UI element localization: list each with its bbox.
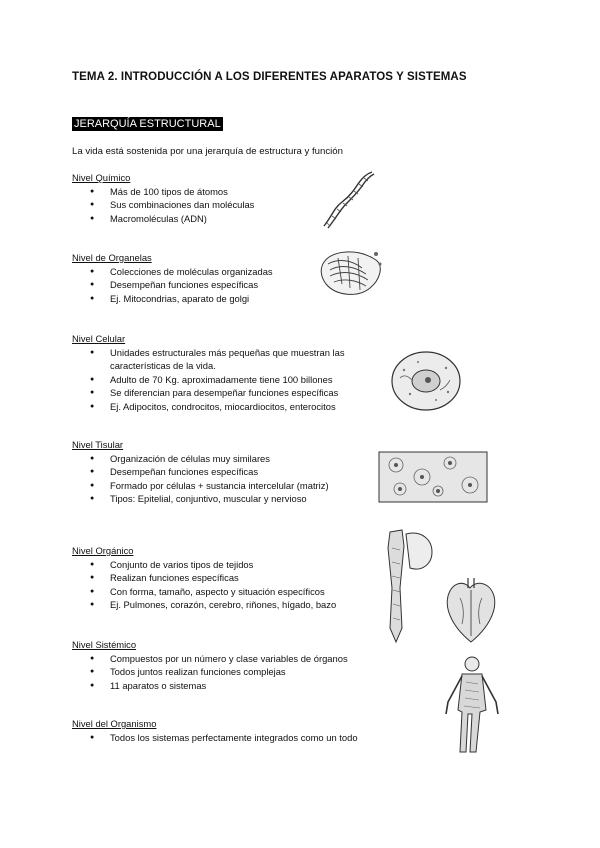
- list-item: ● Compuestos por un número y clase variables de órganos: [72, 652, 372, 665]
- list-item: ● Se diferencian para desempeñar funciones específicas: [72, 386, 372, 399]
- section-nivel-organico: [72, 545, 372, 612]
- list-item: ● Unidades estructurales más pequeñas que muestran las características de la vida.: [72, 346, 372, 373]
- list-item: ● Todos los sistemas perfectamente integrados como un todo: [72, 731, 372, 744]
- mitochondria-illustration: [318, 244, 386, 302]
- muscle-organ-illustration: [382, 528, 436, 644]
- list-item: ● Adulto de 70 Kg. aproximadamente tiene 100 billones: [72, 373, 372, 386]
- section-heading: Nivel Químico: [72, 172, 131, 183]
- human-body-illustration: [440, 654, 504, 756]
- list-item: ● Conjunto de varios tipos de tejidos: [72, 558, 372, 571]
- list-item: ● Ej. Pulmones, corazón, cerebro, riñones, hígado, bazo: [72, 598, 372, 611]
- list-item: ● Formado por células + sustancia intercelular (matriz): [72, 479, 372, 492]
- list-item: ● Realizan funciones específicas: [72, 571, 372, 584]
- list-item: ● Más de 100 tipos de átomos: [72, 185, 372, 198]
- list-item: ● Desempeñan funciones específicas: [72, 465, 372, 478]
- cell-illustration: [388, 348, 464, 414]
- heart-lungs-illustration: [442, 576, 500, 646]
- document-title: TEMA 2. INTRODUCCIÓN A LOS DIFERENTES APARATOS Y SISTEMAS: [72, 71, 467, 83]
- list-item: ● Ej. Adipocitos, condrocitos, miocardiocitos, enterocitos: [72, 400, 372, 413]
- list-item: ● Desempeñan funciones específicas: [72, 278, 372, 291]
- list-item: ● 11 aparatos o sistemas: [72, 679, 372, 692]
- tissue-illustration: [378, 451, 488, 503]
- dna-helix-illustration: [318, 168, 378, 232]
- section-nivel-organismo: [72, 718, 372, 744]
- section-heading: Nivel Celular: [72, 333, 126, 344]
- list-item: ● Macromoléculas (ADN): [72, 212, 372, 225]
- list-item: ● Tipos: Epitelial, conjuntivo, muscular y nervioso: [72, 492, 372, 505]
- section-heading: Nivel Orgánico: [72, 545, 134, 556]
- section-heading: Nivel del Organismo: [72, 718, 157, 729]
- list-item: ● Todos juntos realizan funciones complejas: [72, 665, 372, 678]
- section-highlight-heading: JERARQUÍA ESTRUCTURAL: [74, 118, 221, 130]
- section-nivel-tisular: [72, 439, 372, 506]
- section-heading: Nivel Tisular: [72, 439, 124, 450]
- list-item: ● Sus combinaciones dan moléculas: [72, 198, 372, 211]
- list-item: ● Con forma, tamaño, aspecto y situación específicos: [72, 585, 372, 598]
- list-item: ● Ej. Mitocondrias, aparato de golgi: [72, 292, 372, 305]
- section-nivel-sistemico: [72, 639, 372, 692]
- section-heading: Nivel Sistémico: [72, 639, 137, 650]
- intro-text: La vida está sostenida por una jerarquía de estructura y función: [72, 146, 343, 157]
- section-nivel-celular: [72, 333, 372, 413]
- section-heading: Nivel de Organelas: [72, 252, 152, 263]
- list-item: ● Organización de células muy similares: [72, 452, 372, 465]
- list-item: ● Colecciones de moléculas organizadas: [72, 265, 372, 278]
